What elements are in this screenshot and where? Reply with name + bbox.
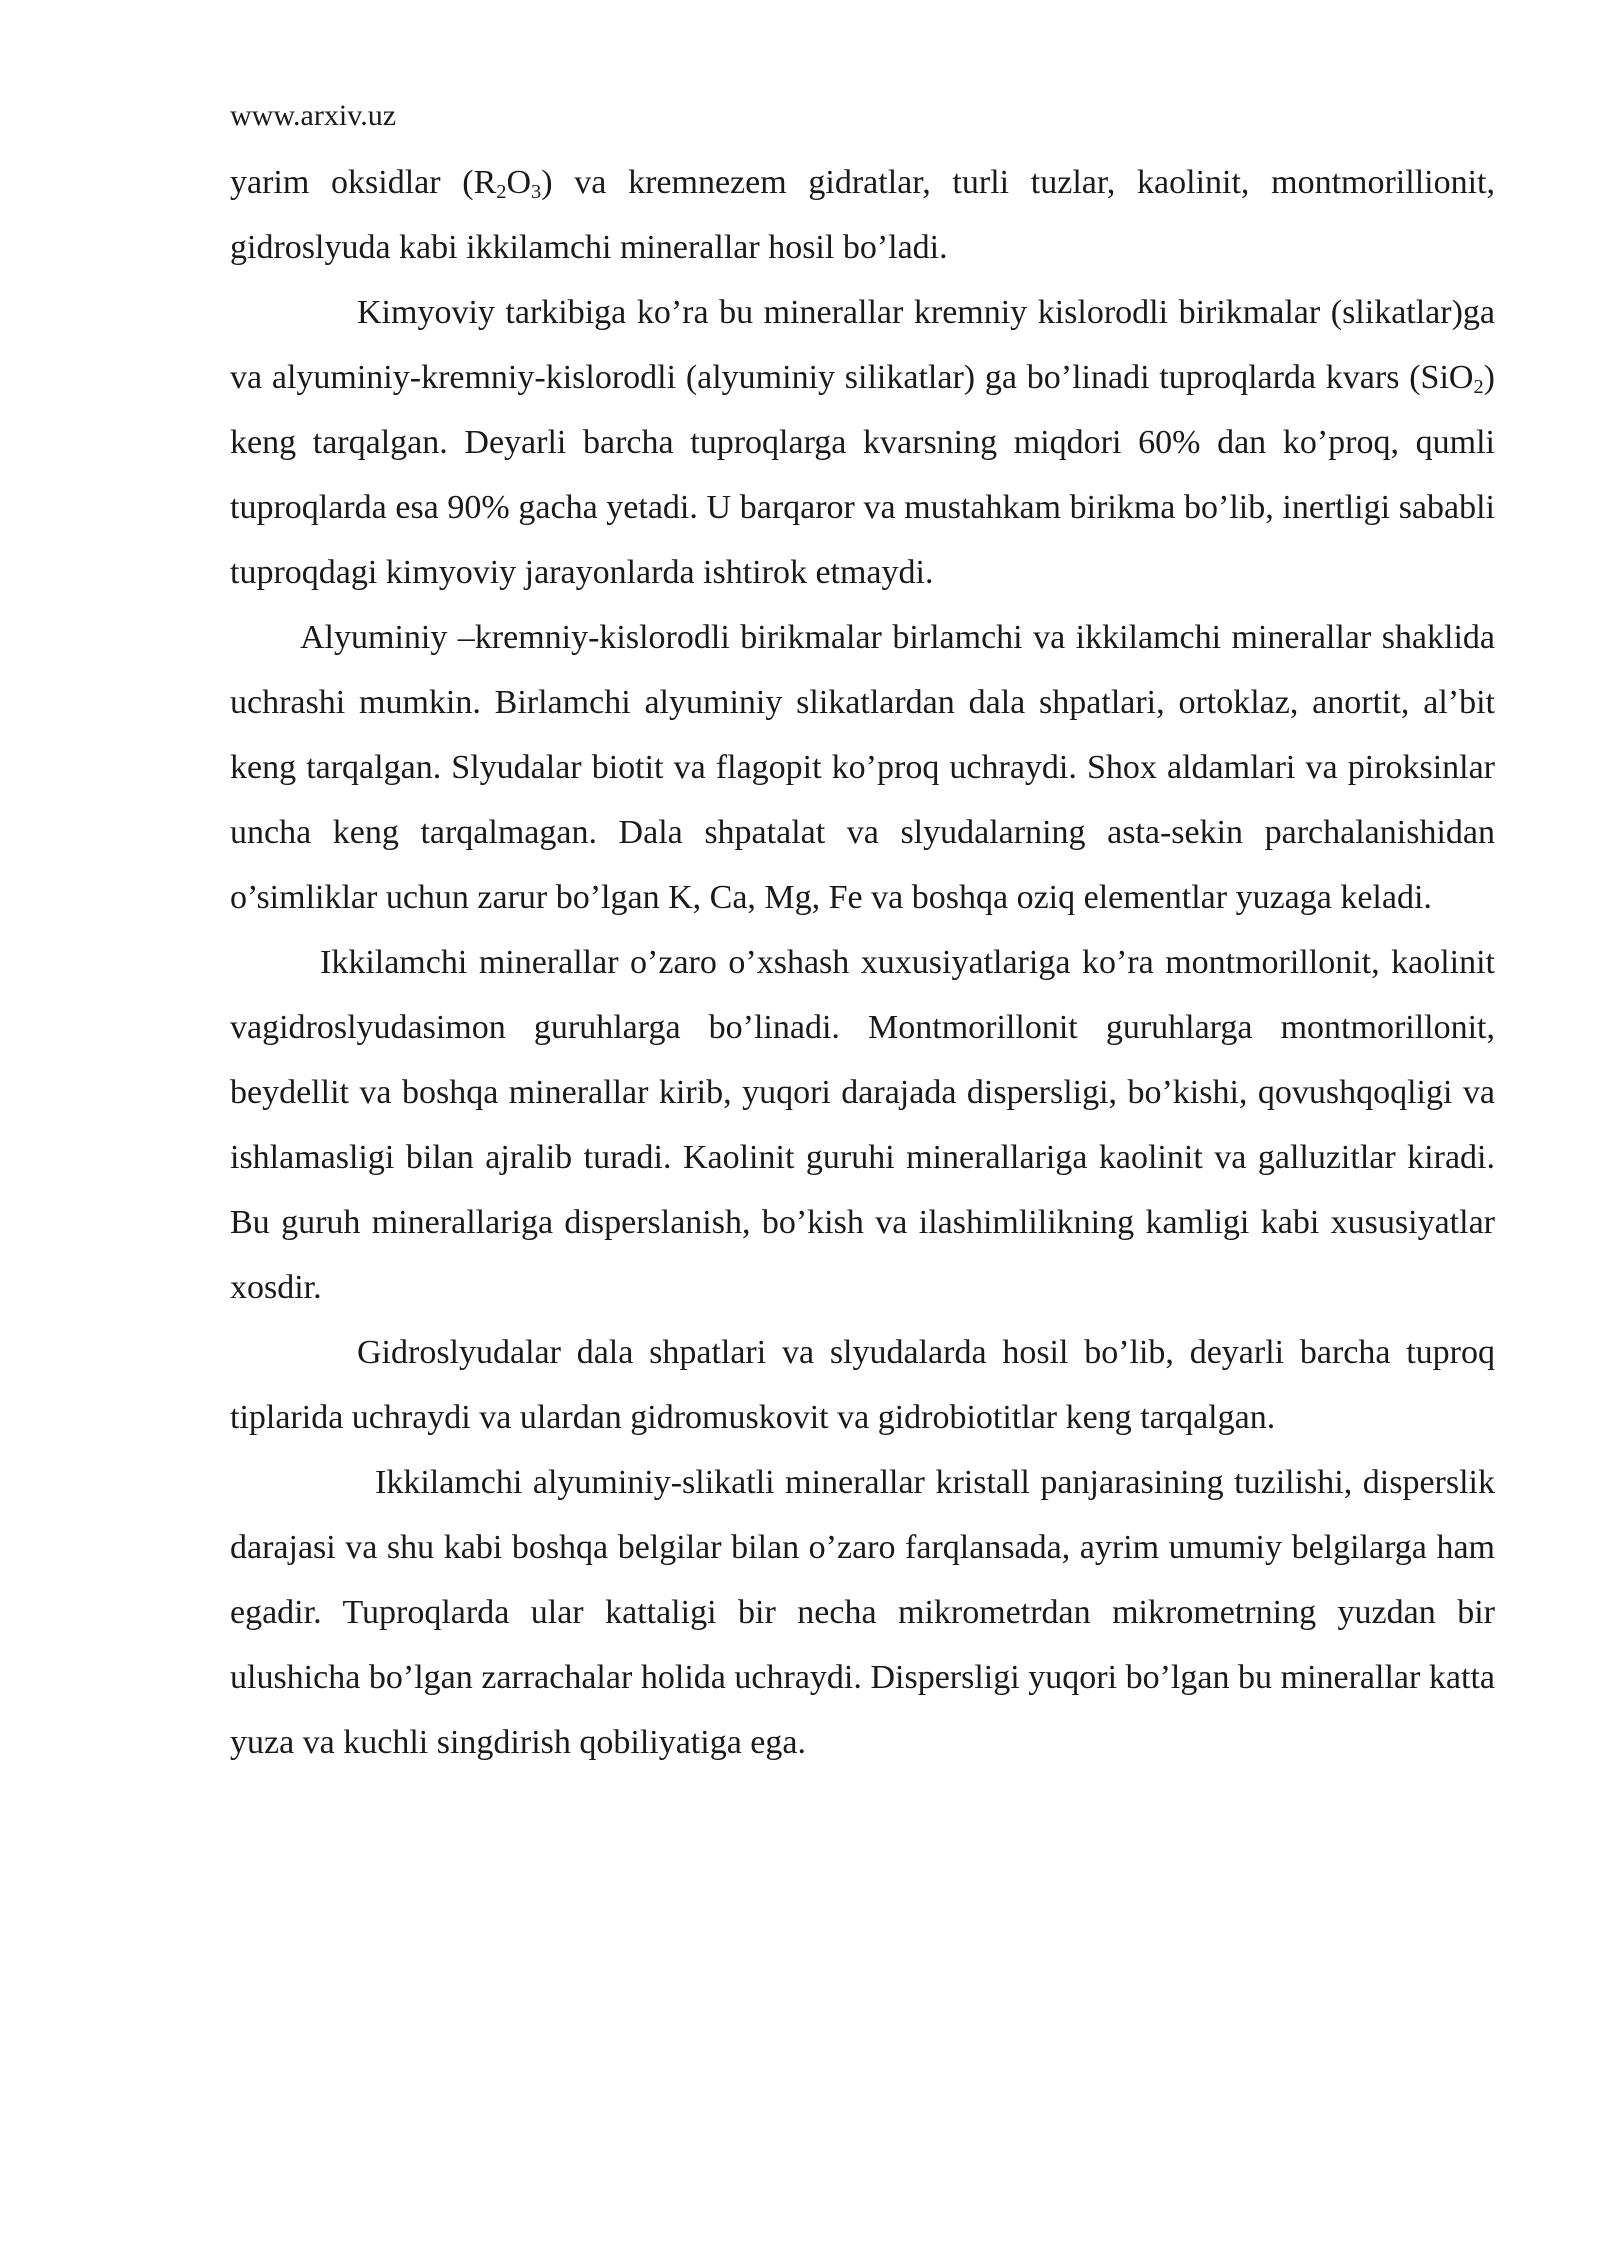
paragraph-text: O	[506, 164, 532, 201]
chemical-subscript: 2	[496, 181, 507, 204]
paragraph-2	[230, 280, 1495, 605]
paragraph-text: Gidroslyudalar dala shpatlari va slyudalarda hosil bo’lib, deyarli barcha tuproq tiplarida uchraydi va ulardan gidromuskovit va gidrobiotitlar keng tarqalgan.	[230, 1334, 1495, 1436]
paragraph-text: Kimyoviy tarkibiga ko’ra bu minerallar kremniy kislorodli birikmalar (slikatlar)ga va alyuminiy-kremniy-kislorodli (alyuminiy silikatlar) ga bo’linadi tuproqlarda kvars (SiO	[230, 294, 1495, 396]
paragraph-text: Alyuminiy –kremniy-kislorodli birikmalar birlamchi va ikkilamchi minerallar shaklida uchrashi mumkin. Birlamchi alyuminiy slikatlardan dala shpatlari, ortoklaz, anortit, al’bit keng tarqalgan. Slyudalar biotit va flagopit ko’proq uchraydi. Shox aldamlari va piroksinlar uncha keng tarqalmagan. Dala shpatalat va slyudalarning asta-sekin parchalanishidan o’simliklar uchun zarur bo’lgan K, Ca, Mg, Fe va boshqa oziq elementlar yuzaga keladi.	[230, 619, 1495, 916]
paragraph-5	[230, 1320, 1495, 1450]
chemical-subscript: 2	[1473, 376, 1484, 399]
paragraph-1	[230, 150, 1495, 280]
chemical-subscript: 3	[531, 181, 542, 204]
site-header: www.arxiv.uz	[230, 99, 397, 132]
document-body	[230, 150, 1495, 1775]
paragraph-text: Ikkilamchi alyuminiy-slikatli minerallar kristall panjarasining tuzilishi, disperslik darajasi va shu kabi boshqa belgilar bilan o’zaro farqlansada, ayrim umumiy belgilarga ham egadir. Tuproqlarda ular kattaligi bir necha mikrometrdan mikrometrning yuzdan bir ulushicha bo’lgan zarrachalar holida uchraydi. Dispersligi yuqori bo’lgan bu minerallar katta yuza va kuchli singdirish qobiliyatiga ega.	[230, 1464, 1495, 1761]
paragraph-4	[230, 930, 1495, 1320]
paragraph-text: yarim oksidlar (R	[230, 164, 497, 201]
paragraph-text: ) keng tarqalgan. Deyarli barcha tuproqlarga kvarsning miqdori 60% dan ko’proq, qumli tuproqlarda esa 90% gacha yetadi. U barqaror va mustahkam birikma bo’lib, inertligi sababli tuproqdagi kimyoviy jarayonlarda ishtirok etmaydi.	[230, 359, 1495, 591]
paragraph-6	[230, 1450, 1495, 1775]
paragraph-text: Ikkilamchi minerallar o’zaro o’xshash xuxusiyatlariga ko’ra montmorillonit, kaolinit vagidroslyudasimon guruhlarga bo’linadi. Montmorillonit guruhlarga montmorillonit, beydellit va boshqa minerallar kirib, yuqori darajada dispersligi, bo’kishi, qovushqoqligi va ishlamasligi bilan ajralib turadi. Kaolinit guruhi minerallariga kaolinit va galluzitlar kiradi. Bu guruh minerallariga disperslanish, bo’kish va ilashimlilikning kamligi kabi xususiyatlar xosdir.	[230, 944, 1495, 1306]
paragraph-3	[230, 605, 1495, 930]
paragraph-text: ) va kremnezem gidratlar, turli tuzlar, kaolinit, montmorillionit, gidroslyuda kabi ikkilamchi minerallar hosil bo’ladi.	[230, 164, 1495, 266]
